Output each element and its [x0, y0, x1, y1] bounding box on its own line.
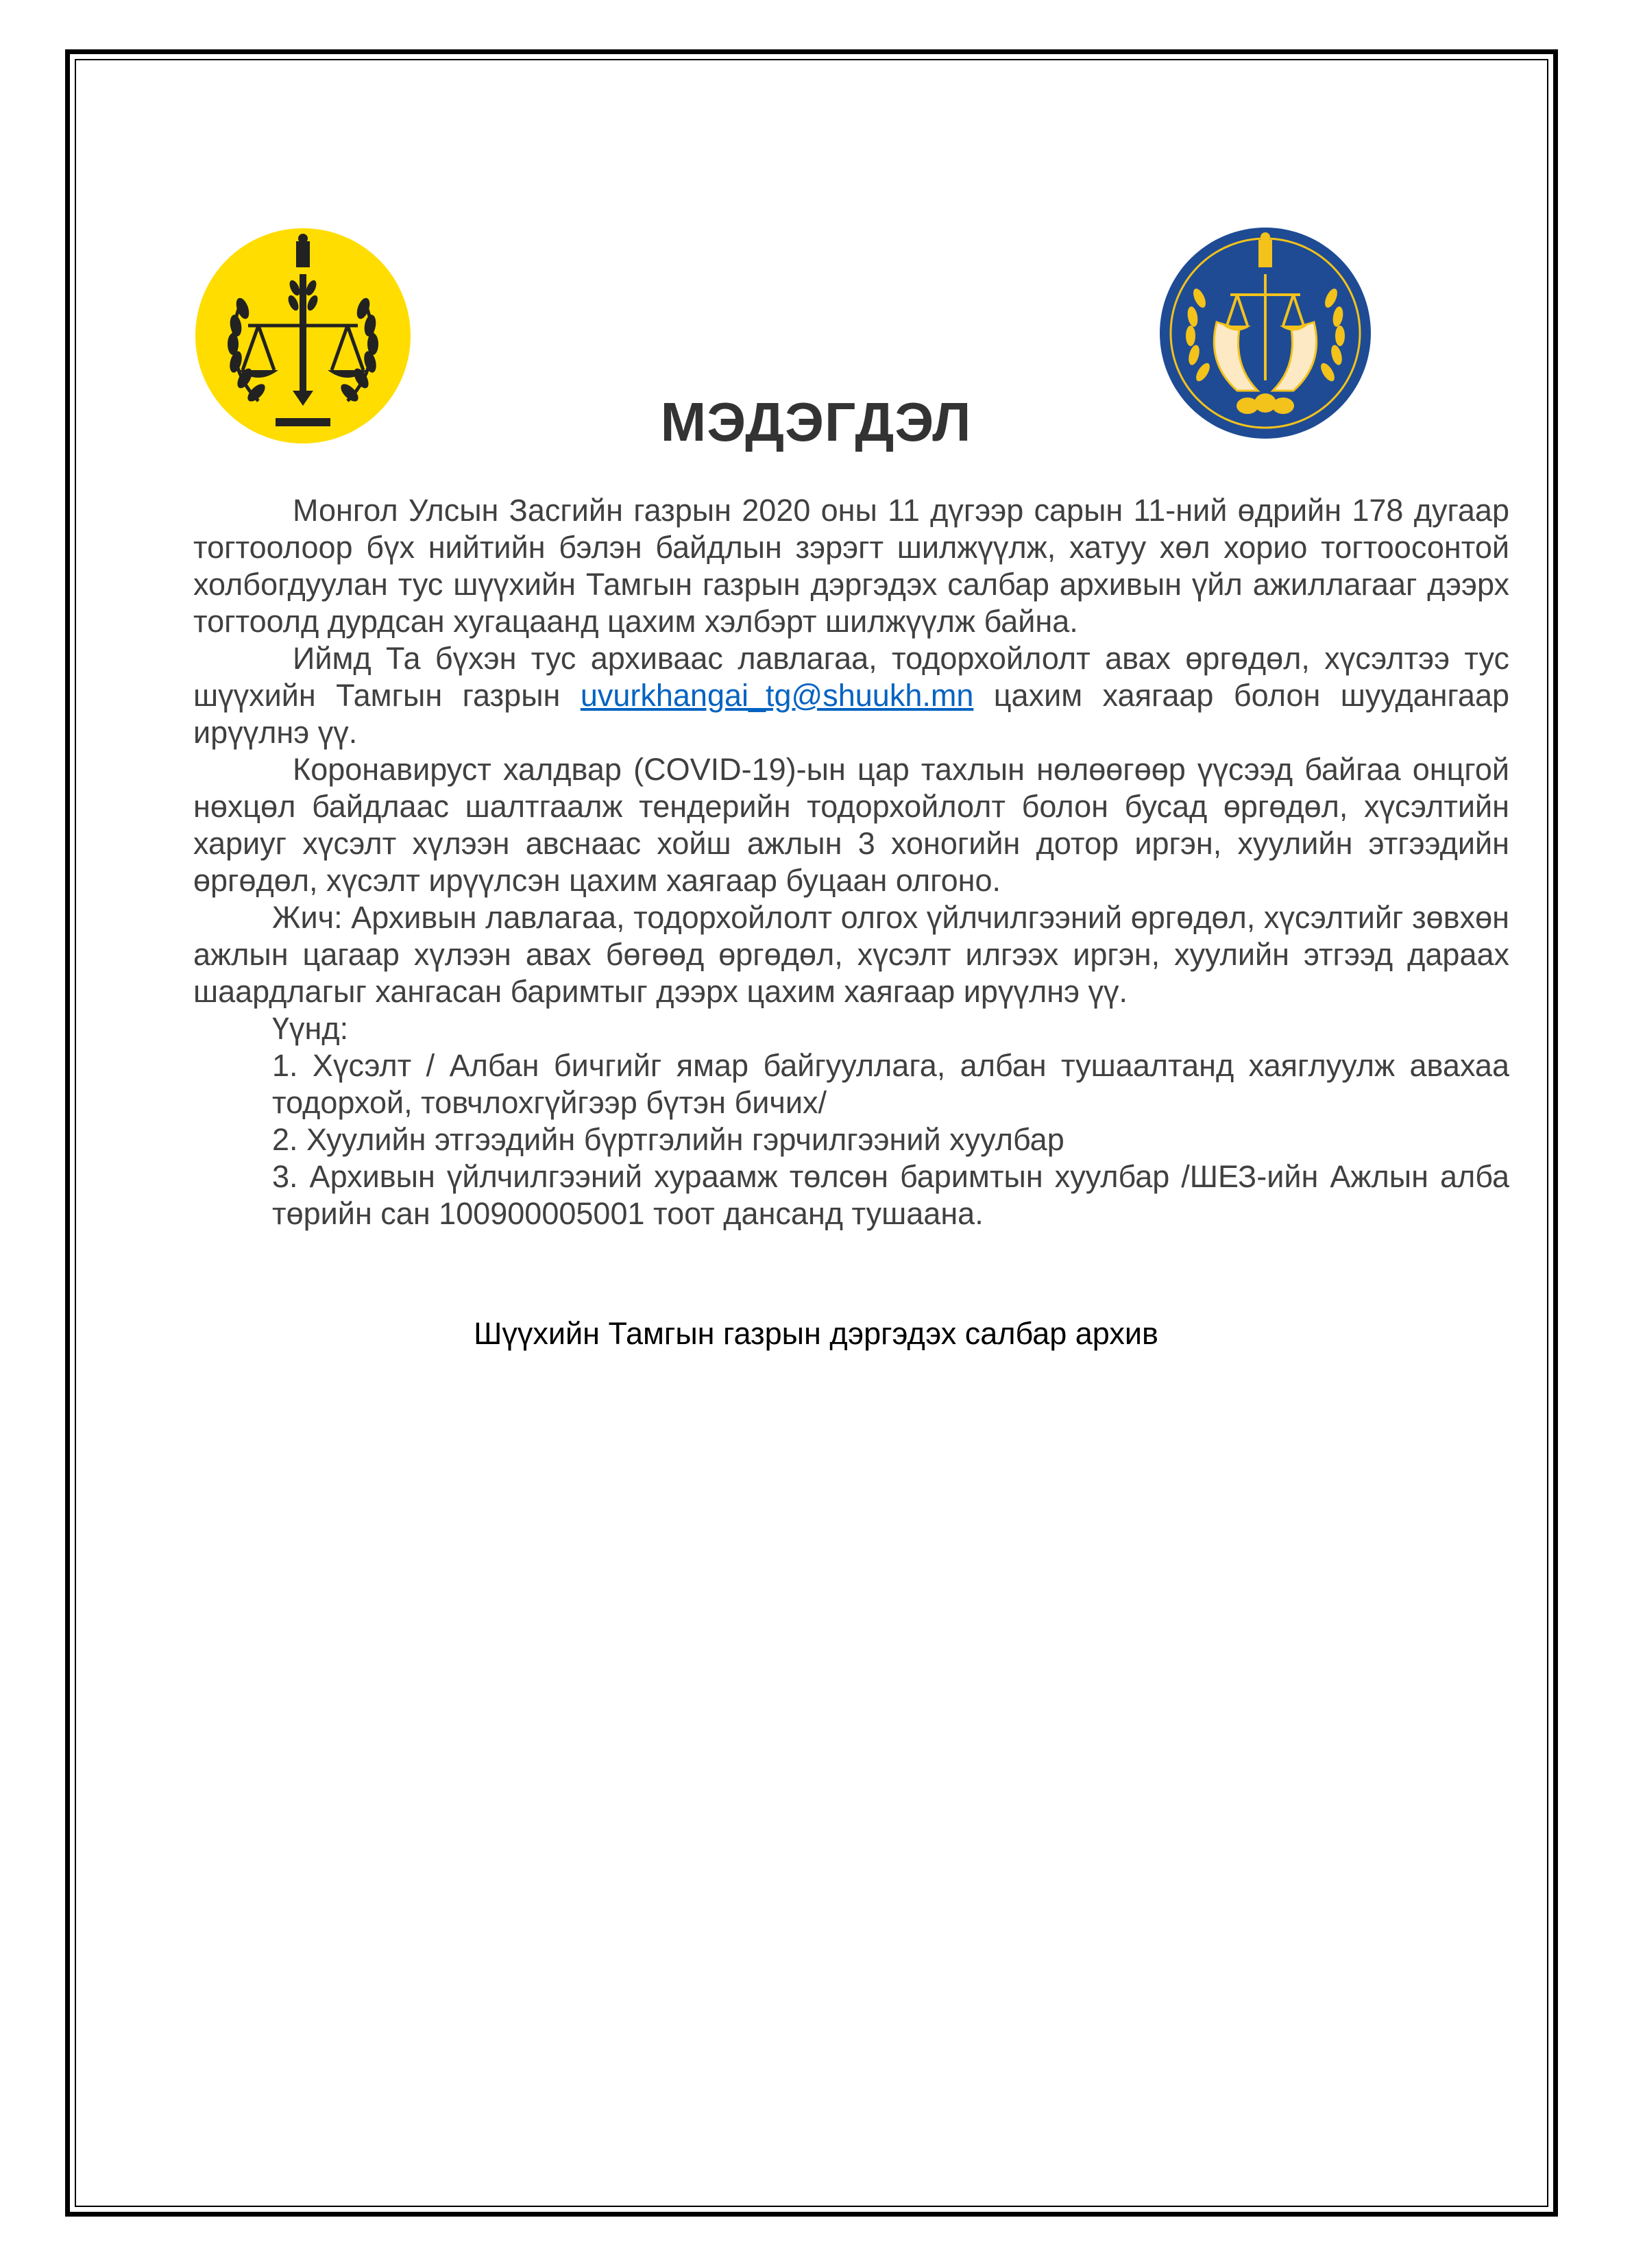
- paragraph-1: Монгол Улсын Засгийн газрын 2020 оны 11 дүгээр сарын 11-ний өдрийн 178 дугаар тогтоолоор бүх нийтийн бэлэн байдлын зэрэгт шилжүүлж, хатуу хөл хорио тогтоосонтой холбогдуулан тус шүүхийн Тамгын газрын дэргэдэх салбар архивын үйл ажиллагааг дээрх тогтоолд дурдсан хугацаанд цахим хэлбэрт шилжүүлж байна.: [193, 493, 1509, 639]
- paragraph-2: [193, 640, 1509, 751]
- paragraph-2-text-after: цахим хаягаар болон шуудангаар ирүүлнэ үү.: [193, 678, 1509, 750]
- paragraph-2-text-before: Иймд Та бүхэн тус архиваас лавлагаа, тодорхойлолт авах өргөдөл, хүсэлтээ тус шүүхийн Тамгын газрын: [193, 641, 1509, 713]
- list-item-3: 3. Архивын үйлчилгээний хураамж төлсөн баримтын хуулбар /ШЕЗ-ийн Ажлын алба төрийн сан 100900005001 тоот дансанд тушаана.: [272, 1159, 1509, 1231]
- list-intro: Үүнд:: [272, 1011, 349, 1046]
- paragraph-3: Коронавируст халдвар (COVID-19)-ын цар тахлын нөлөөгөөр үүсээд байгаа онцгой нөхцөл байдлаас шалтгаалж тендерийн тодорхойлолт болон бусад өргөдөл, хүсэлтийн хариуг хүсэлт хүлээн авснаас хойш ажлын 3 хоногийн дотор иргэн, хуулийн этгээдийн өргөдөл, хүсэлт ирүүлсэн цахим хаягаар буцаан олгоно.: [193, 752, 1509, 898]
- notice-body: [193, 492, 1509, 1232]
- list-item-2: 2. Хуулийн этгээдийн бүртгэлийн гэрчилгээний хуулбар: [272, 1122, 1064, 1157]
- notice-title: МЭДЭГДЭЛ: [660, 391, 972, 452]
- note-paragraph: Жич: Архивын лавлагаа, тодорхойлолт олгох үйлчилгээний өргөдөл, хүсэлтийг зөвхөн ажлын цагаар хүлээн авах бөгөөд өргөдөл, хүсэлт илгээх иргэн, хуулийн этгээд дараах шаардлагыг хангасан баримтыг дээрх цахим хаягаар ирүүлнэ үү.: [193, 900, 1509, 1009]
- signature: Шүүхийн Тамгын газрын дэргэдэх салбар архив: [474, 1316, 1158, 1351]
- email-link[interactable]: uvurkhangai_tg@shuukh.mn: [580, 678, 974, 713]
- list-item-1: 1. Хүсэлт / Албан бичгийг ямар байгууллага, албан тушаалтанд хаяглуулж авахаа тодорхой, товчлохгүйгээр бүтэн бичих/: [272, 1048, 1509, 1120]
